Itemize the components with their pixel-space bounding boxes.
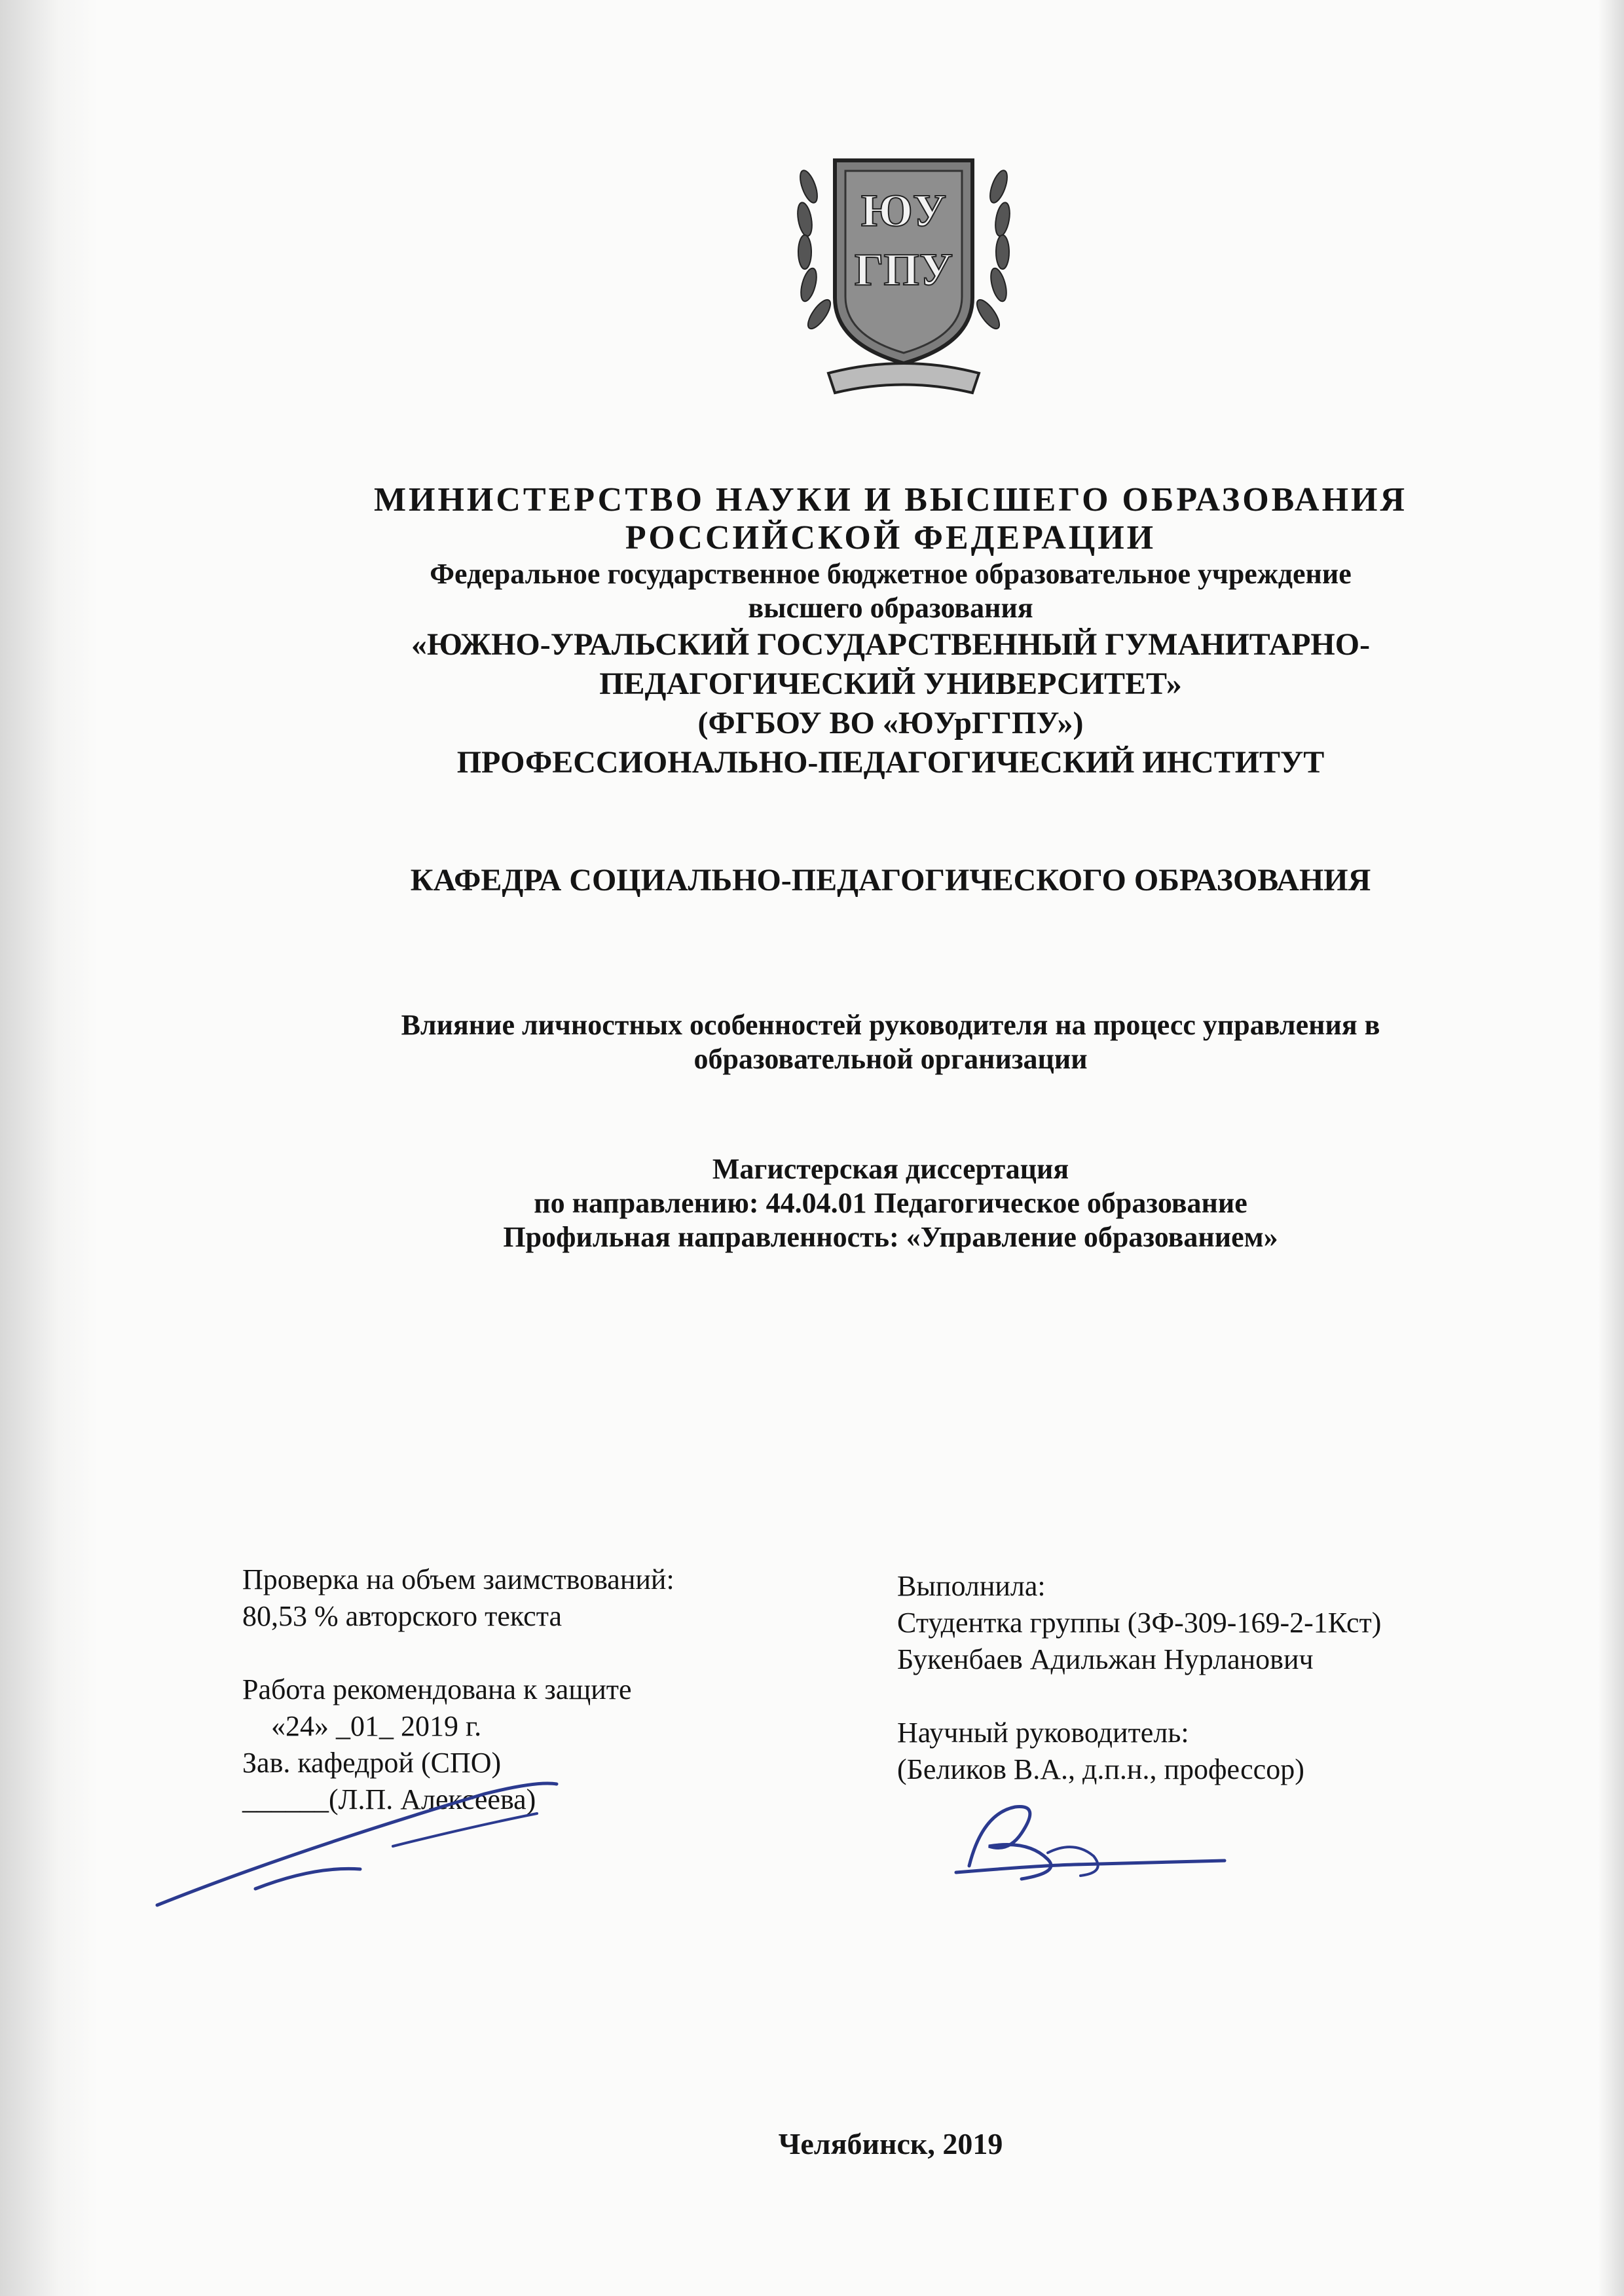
check-value: 80,53 % авторского текста [242,1600,562,1632]
university-abbreviation: (ФГБОУ ВО «ЮУрГГПУ») [697,706,1084,740]
department-name: КАФЕДРА СОЦИАЛЬНО-ПЕДАГОГИЧЕСКОГО ОБРАЗОВАНИЯ [410,863,1371,898]
head-of-department-sign: ______(Л.П. Алексеева) [242,1783,536,1815]
svg-text:ЮУ: ЮУ [860,186,947,236]
recommendation-date: «24» _01_ 2019 г. [271,1710,482,1742]
thesis-profile: Профильная направленность: «Управление образованием» [503,1221,1278,1253]
thesis-title-block [249,1008,1532,1076]
thesis-direction: по направлению: 44.04.01 Педагогическое образование [534,1187,1247,1219]
head-signature [144,1755,616,1925]
head-of-department-label: Зав. кафедрой (СПО) [242,1747,502,1779]
institute-name: ПРОФЕССИОНАЛЬНО-ПЕДАГОГИЧЕСКИЙ ИНСТИТУТ [456,745,1325,780]
department-block [249,861,1532,900]
scan-shadow-left [0,0,98,2296]
university-line-1: «ЮЖНО-УРАЛЬСКИЙ ГОСУДАРСТВЕННЫЙ ГУМАНИТАРНО- [411,627,1371,662]
thesis-type: Магистерская диссертация [712,1153,1069,1185]
student-group: Студентка группы (ЗФ-309-169-2-1Кст) [897,1607,1382,1639]
thesis-type-block [249,1152,1532,1254]
ministry-line-1: МИНИСТЕРСТВО НАУКИ И ВЫСШЕГО ОБРАЗОВАНИЯ [373,481,1408,519]
university-emblem [783,147,1025,409]
recommended-label: Работа рекомендована к защите [242,1673,632,1705]
thesis-title-line-1: Влияние личностных особенностей руководителя на процесс управления в [401,1009,1380,1041]
institution-type-line-2: высшего образования [748,592,1033,624]
thesis-title-line-2: образовательной организации [693,1043,1088,1075]
institution-type-line-1: Федеральное государственное бюджетное образовательное учреждение [430,558,1352,590]
student-name: Букенбаев Адильжан Нурланович [897,1643,1314,1675]
supervisor-label: Научный руководитель: [897,1717,1189,1749]
city-year: Челябинск, 2019 [778,2127,1003,2160]
svg-text:ГПУ: ГПУ [854,245,953,295]
header-block [249,481,1532,782]
done-by-label: Выполнила: [897,1570,1046,1602]
right-info-block [897,1568,1539,1788]
supervisor-signature [943,1787,1238,1905]
check-label: Проверка на объем заимствований: [242,1563,674,1595]
supervisor-name: (Беликов В.А., д.п.н., профессор) [897,1753,1304,1785]
ministry-line-2: РОССИЙСКОЙ ФЕДЕРАЦИИ [625,519,1156,556]
scan-shadow-right [1598,0,1624,2296]
university-line-2: ПЕДАГОГИЧЕСКИЙ УНИВЕРСИТЕТ» [599,666,1182,701]
